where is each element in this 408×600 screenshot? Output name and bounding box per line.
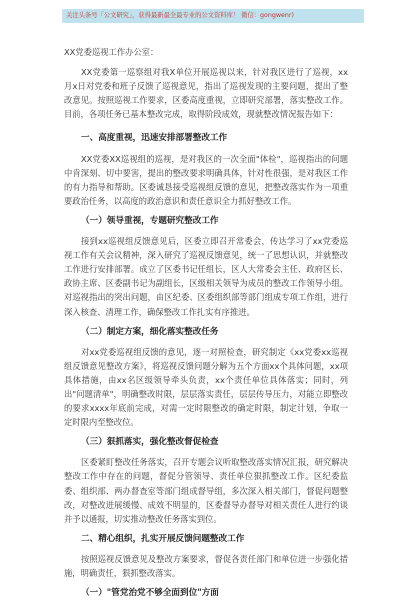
section-1-title: 一、高度重视，迅速安排部署整改工作 [81, 133, 228, 144]
section-2-title: 二、精心组织，扎实开展反馈问题整改工作 [81, 533, 245, 544]
subsection-4-title: （一）"管党治党不够全面到位"方面 [81, 588, 219, 599]
salutation: XX党委巡视工作办公室： [64, 47, 159, 57]
subsection-3-title: （三）狠抓落实，强化整改督促检查 [81, 437, 219, 448]
intro-paragraph: XX党委第一巡察组对我X单位开展巡视以来，针对我区进行了巡视，xx月x日对党委和班子反馈了巡视意见，指出了巡视发现的主要问题，提出了整改意见。按照巡视工作要求，区委高度重视，立即研究部署，落实整改工作。目前，各项任务已基本整改完成，取得阶段成效，现就整改情况报告如下： [64, 67, 348, 120]
subsection-3-body: 区委紧盯整改任务落实，召开专题会议听取整改落实情况汇报，研究解决整改工作中存在的问题，督促分管领导、责任单位狠抓整改工作。区纪委监委、组织部、两办督查室等部门组成督导组，多次深入相关部门，督促问题整改，对整改进展缓慢、成效不明显的，区委督导办督导对相关责任人进行约谈并予以通报，切实推动整改任务落实到位。 [64, 457, 348, 524]
subsection-2-body: 对xx党委巡视组反馈的意见，逐一对照检查，研究制定《xx党委xx巡视组反馈意见整改方案》，将巡视反馈问题分解为五个方面xx个具体问题，xx项具体措施，由xx名区级领导牵头负责，xx个责任单位具体落实；同时，列出"问题清单"，明确整改时限，层层落实责任，层层传导压力，对能立即整改的要求xxxx年底前完成，对需一定时限整改的确定时限，制定计划，争取一定时限内至整改位。 [64, 346, 348, 428]
subsection-1-title: （一）领导重视，专题研究整改工作 [81, 215, 219, 226]
section-1-intro: XX党委XX巡视组的巡视，是对我区的一次全面"体检"，巡视指出的问题中肯深刻、切中要害，提出的整改要求明确具体，针对性很强，是对我区工作的有力指导和帮助。区委诚恳接受巡视组反馈的意见，把整改落实作为一项重要政治任务，以高度的政治意识和责任意识全力抓好整改工作。 [64, 153, 348, 206]
document-page [64, 45, 348, 600]
subsection-2-title: （二）制定方案，细化落实整改任务 [81, 326, 219, 337]
section-2-intro: 按照巡视反馈意见及整改方案要求，督促各责任部门和单位进一步强化措施，明确责任，狠抓整改落实。 [64, 553, 348, 578]
subsection-1-body: 接到xx巡视组反馈意见后，区委立即召开常委会，传达学习了xx党委巡视工作有关会议精神，深入研究了巡视反馈意见，统一了思想认识，并就整改工作进行安排部署。成立了区委书记任组长，区人大常委会主任、政府区长、政协主席、区委副书记为副组长，区级相关领导为成员的整改工作领导小组。对巡视指出的突出问题，由区纪委、区委组织部等部门组成专项工作组，进行深入核查、清理工作，确保整改工作扎实有序推进。 [64, 236, 348, 317]
header-banner [62, 9, 364, 23]
banner-text: 关注头条号「公文研究」，获得最新最全最专业的公文资料库！ 微信：gongwenr) [66, 12, 294, 19]
